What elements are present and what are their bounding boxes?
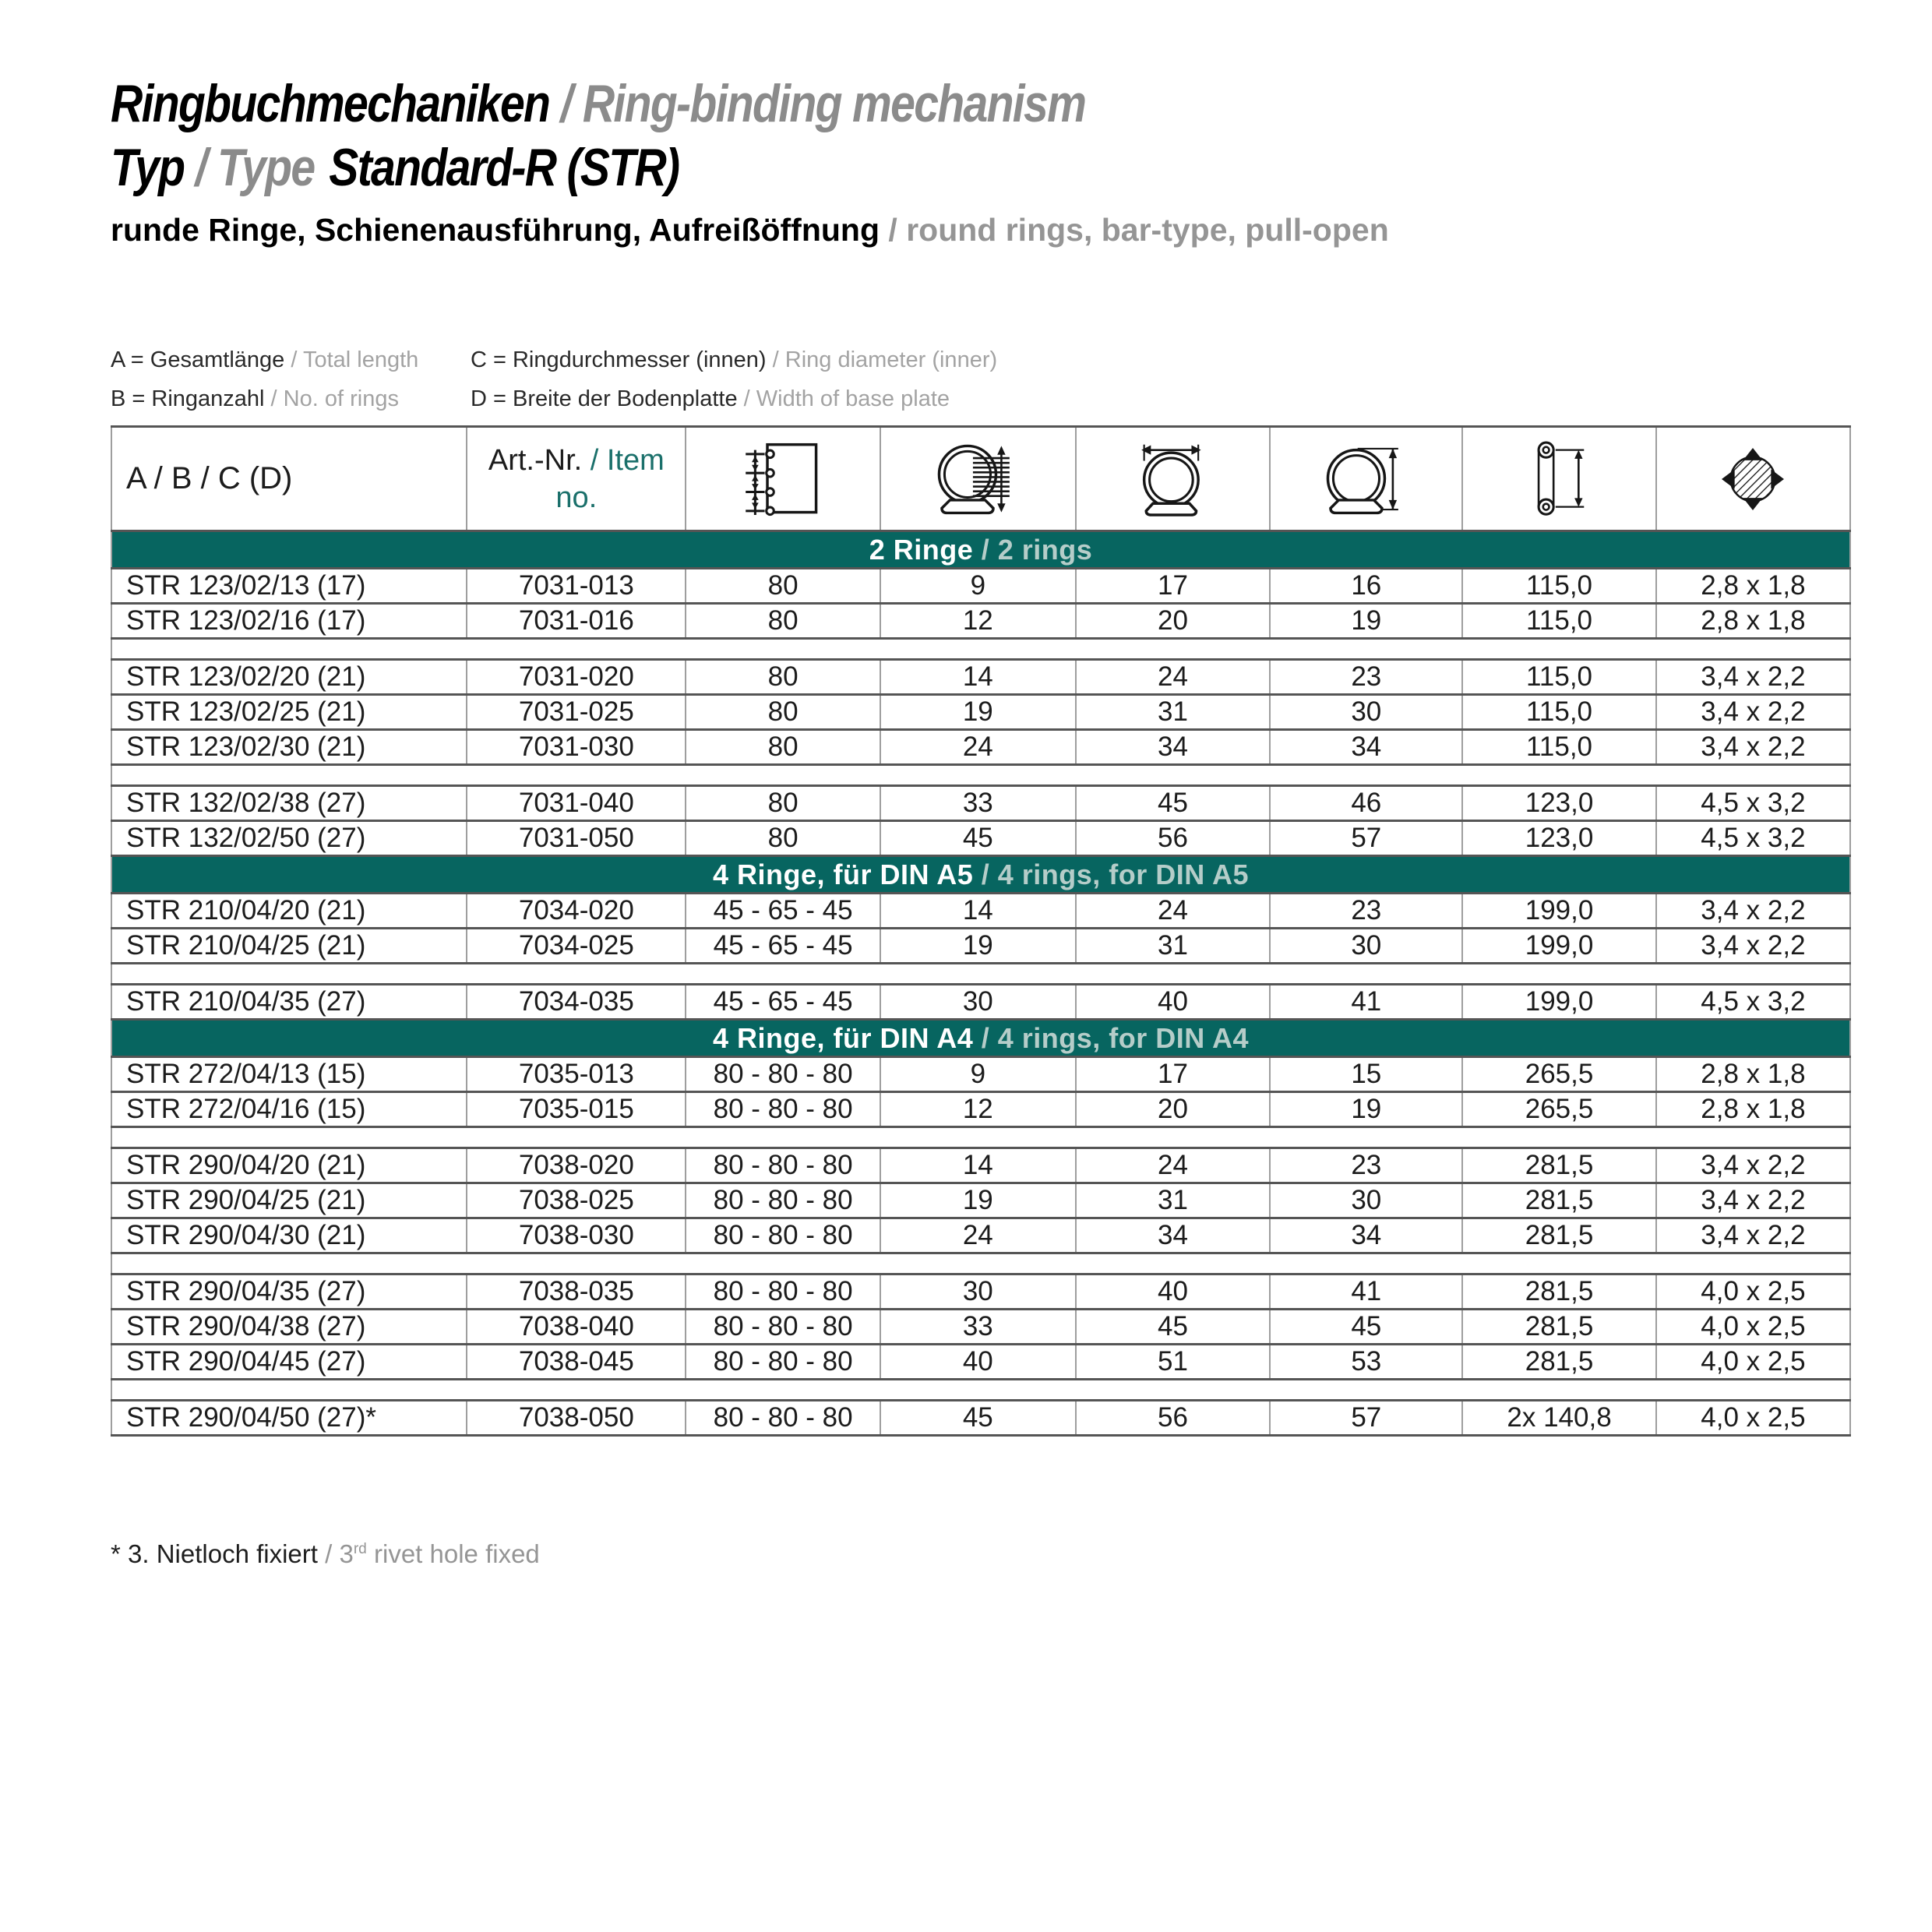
model-cell: STR 290/04/45 (27) (111, 1345, 467, 1380)
value-cell: 33 (880, 786, 1076, 821)
spec-row (111, 1274, 1850, 1310)
value-cell: 34 (1270, 730, 1462, 765)
item-no-cell: 7038-045 (467, 1345, 686, 1380)
value-cell: 123,0 (1462, 821, 1656, 856)
model-cell: STR 123/02/20 (21) (111, 660, 467, 695)
value-cell: 4,0 x 2,5 (1656, 1274, 1850, 1310)
subtitle (111, 212, 1389, 249)
value-cell: 80 - 80 - 80 (686, 1274, 880, 1310)
value-cell: 56 (1076, 1401, 1271, 1436)
value-cell: 281,5 (1462, 1345, 1656, 1380)
section-band-cell (111, 856, 1850, 894)
value-cell: 34 (1076, 1218, 1271, 1253)
item-no-cell: 7038-020 (467, 1148, 686, 1183)
value-cell: 281,5 (1462, 1148, 1656, 1183)
value-cell: 2,8 x 1,8 (1656, 604, 1850, 639)
section-title-de: 2 Ringe (869, 533, 974, 566)
value-cell: 265,5 (1462, 1057, 1656, 1092)
section-title-en: 4 rings, for DIN A5 (997, 858, 1249, 890)
value-cell: 80 - 80 - 80 (686, 1401, 880, 1436)
value-cell: 20 (1076, 1092, 1271, 1127)
value-cell: 115,0 (1462, 604, 1656, 639)
spec-row (111, 786, 1850, 821)
page-title-line1 (111, 72, 1085, 136)
separator: / (264, 386, 284, 411)
spec-row (111, 660, 1850, 695)
col-header-rivet-spacing (1462, 427, 1656, 531)
separator: / (317, 1539, 340, 1568)
value-cell: 80 - 80 - 80 (686, 1345, 880, 1380)
spec-table-wrap (111, 425, 1851, 1437)
separator: / (973, 533, 998, 566)
value-cell: 80 (686, 695, 880, 730)
footnote-en-sup: rd (353, 1541, 367, 1557)
item-no-cell: 7035-015 (467, 1092, 686, 1127)
value-cell: 2x 140,8 (1462, 1401, 1656, 1436)
separator: / (284, 347, 303, 372)
value-cell: 30 (1270, 695, 1462, 730)
section-band-row (111, 531, 1850, 569)
value-cell: 281,5 (1462, 1310, 1656, 1345)
value-cell: 4,0 x 2,5 (1656, 1310, 1850, 1345)
item-no-cell: 7038-035 (467, 1274, 686, 1310)
model-cell: STR 290/04/50 (27)* (111, 1401, 467, 1436)
item-no-cell: 7031-020 (467, 660, 686, 695)
footnote-de: * 3. Nietloch fixiert (111, 1539, 318, 1568)
value-cell: 3,4 x 2,2 (1656, 695, 1850, 730)
legend-term: C = Ringdurchmesser (innen) (471, 347, 767, 372)
legend-item-d (471, 386, 997, 412)
section-band-row (111, 856, 1850, 894)
type-value: Standard-R (STR) (329, 138, 679, 197)
value-cell: 12 (880, 1092, 1076, 1127)
value-cell: 3,4 x 2,2 (1656, 730, 1850, 765)
model-cell: STR 290/04/35 (27) (111, 1274, 467, 1310)
spec-table-body (111, 531, 1850, 1436)
col-header-model (111, 427, 467, 531)
model-cell: STR 210/04/20 (21) (111, 894, 467, 929)
value-cell: 45 (880, 1401, 1076, 1436)
item-no-cell: 7031-016 (467, 604, 686, 639)
value-cell: 46 (1270, 786, 1462, 821)
value-cell: 19 (880, 695, 1076, 730)
item-no-cell: 7038-040 (467, 1310, 686, 1345)
value-cell: 199,0 (1462, 894, 1656, 929)
model-cell: STR 210/04/35 (27) (111, 985, 467, 1020)
value-cell: 24 (880, 1218, 1076, 1253)
footnote-en (339, 1539, 539, 1568)
value-cell: 115,0 (1462, 695, 1656, 730)
section-title-de: 4 Ringe, für DIN A5 (713, 858, 974, 890)
wire-cross-section-icon (1709, 440, 1796, 518)
value-cell: 2,8 x 1,8 (1656, 1092, 1850, 1127)
spec-row (111, 1401, 1850, 1436)
value-cell: 3,4 x 2,2 (1656, 929, 1850, 964)
rivet-spacing-icon (1517, 438, 1602, 520)
value-cell: 30 (1270, 1183, 1462, 1218)
value-cell: 34 (1270, 1218, 1462, 1253)
column-header-row (111, 427, 1850, 531)
group-spacer-row (111, 964, 1850, 985)
item-no-cell: 7038-030 (467, 1218, 686, 1253)
spec-row (111, 894, 1850, 929)
value-cell: 2,8 x 1,8 (1656, 569, 1850, 604)
spec-row (111, 1345, 1850, 1380)
value-cell: 80 (686, 730, 880, 765)
ring-inner-width-icon (1127, 438, 1219, 520)
value-cell: 80 (686, 660, 880, 695)
value-cell: 80 (686, 821, 880, 856)
item-no-cell: 7031-050 (467, 821, 686, 856)
value-cell: 80 (686, 569, 880, 604)
value-cell: 80 - 80 - 80 (686, 1183, 880, 1218)
value-cell: 3,4 x 2,2 (1656, 1183, 1850, 1218)
spec-row (111, 821, 1850, 856)
ring-inner-height-icon (1317, 438, 1416, 520)
value-cell: 20 (1076, 604, 1271, 639)
value-cell: 17 (1076, 569, 1271, 604)
col-header-item-no (467, 427, 686, 531)
value-cell: 41 (1270, 985, 1462, 1020)
item-no-cell: 7034-020 (467, 894, 686, 929)
spec-row (111, 929, 1850, 964)
model-cell: STR 123/02/16 (17) (111, 604, 467, 639)
group-spacer-row (111, 1380, 1850, 1401)
section-title-de: 4 Ringe, für DIN A4 (713, 1021, 974, 1054)
section-band-row (111, 1020, 1850, 1057)
separator: / (973, 858, 998, 890)
value-cell: 17 (1076, 1057, 1271, 1092)
spec-row (111, 1148, 1850, 1183)
value-cell: 281,5 (1462, 1218, 1656, 1253)
section-title-en: 4 rings, for DIN A4 (997, 1021, 1249, 1054)
value-cell: 199,0 (1462, 985, 1656, 1020)
legend-term-en: Total length (302, 347, 419, 372)
value-cell: 19 (1270, 1092, 1462, 1127)
value-cell: 30 (1270, 929, 1462, 964)
value-cell: 3,4 x 2,2 (1656, 1218, 1850, 1253)
group-spacer-row (111, 1253, 1850, 1274)
spec-row (111, 1057, 1850, 1092)
value-cell: 3,4 x 2,2 (1656, 894, 1850, 929)
page-title-line2 (111, 136, 1085, 199)
section-title-en: 2 rings (997, 533, 1093, 566)
value-cell: 19 (1270, 604, 1462, 639)
legend-term: A = Gesamtlänge (111, 347, 285, 372)
subtitle-de: runde Ringe, Schienenausführung, Aufreißöffnung (111, 212, 880, 248)
spacer-cell (111, 964, 1850, 985)
item-no-cell: 7031-025 (467, 695, 686, 730)
value-cell: 80 - 80 - 80 (686, 1218, 880, 1253)
value-cell: 115,0 (1462, 660, 1656, 695)
legend-term: D = Breite der Bodenplatte (471, 386, 738, 411)
value-cell: 40 (880, 1345, 1076, 1380)
item-no-cell: 7034-025 (467, 929, 686, 964)
value-cell: 51 (1076, 1345, 1271, 1380)
spec-row (111, 1092, 1850, 1127)
value-cell: 9 (880, 569, 1076, 604)
col-header-inner-width (1076, 427, 1271, 531)
value-cell: 4,5 x 3,2 (1656, 985, 1850, 1020)
value-cell: 16 (1270, 569, 1462, 604)
value-cell: 30 (880, 985, 1076, 1020)
value-cell: 53 (1270, 1345, 1462, 1380)
type-label-de: Typ (111, 138, 185, 197)
value-cell: 45 (1270, 1310, 1462, 1345)
value-cell: 45 (1076, 1310, 1271, 1345)
group-spacer-row (111, 765, 1850, 786)
item-no-cell: 7035-013 (467, 1057, 686, 1092)
section-band-cell (111, 1020, 1850, 1057)
value-cell: 80 - 80 - 80 (686, 1057, 880, 1092)
item-no-cell: 7031-040 (467, 786, 686, 821)
col-header-hole-spacing (686, 427, 880, 531)
model-cell: STR 272/04/13 (15) (111, 1057, 467, 1092)
item-no-cell: 7034-035 (467, 985, 686, 1020)
legend-item-b (111, 386, 471, 412)
ring-capacity-icon (928, 438, 1028, 520)
value-cell: 24 (1076, 894, 1271, 929)
type-separator: / (184, 138, 217, 197)
value-cell: 19 (880, 1183, 1076, 1218)
subtitle-en: round rings, bar-type, pull-open (906, 212, 1389, 248)
value-cell: 23 (1270, 660, 1462, 695)
value-cell: 19 (880, 929, 1076, 964)
item-no-cell: 7031-013 (467, 569, 686, 604)
value-cell: 45 - 65 - 45 (686, 894, 880, 929)
value-cell: 12 (880, 604, 1076, 639)
footnote-en-rest: rivet hole fixed (366, 1539, 540, 1568)
col-header-capacity (880, 427, 1076, 531)
separator: / (766, 347, 785, 372)
spec-row (111, 695, 1850, 730)
value-cell: 115,0 (1462, 730, 1656, 765)
spacer-cell (111, 1127, 1850, 1148)
value-cell: 24 (880, 730, 1076, 765)
value-cell: 4,5 x 3,2 (1656, 821, 1850, 856)
spacer-cell (111, 1253, 1850, 1274)
spec-row (111, 985, 1850, 1020)
value-cell: 14 (880, 1148, 1076, 1183)
legend-term-en: Width of base plate (756, 386, 950, 411)
value-cell: 57 (1270, 1401, 1462, 1436)
value-cell: 265,5 (1462, 1092, 1656, 1127)
value-cell: 123,0 (1462, 786, 1656, 821)
value-cell: 30 (880, 1274, 1076, 1310)
value-cell: 199,0 (1462, 929, 1656, 964)
section-band-cell (111, 531, 1850, 569)
legend-term-en: No. of rings (283, 386, 399, 411)
title-separator: / (549, 74, 583, 133)
value-cell: 45 (880, 821, 1076, 856)
spacer-cell (111, 639, 1850, 660)
value-cell: 56 (1076, 821, 1271, 856)
col-header-wire-section (1656, 427, 1850, 531)
model-cell: STR 123/02/25 (21) (111, 695, 467, 730)
spacer-cell (111, 1380, 1850, 1401)
value-cell: 45 (1076, 786, 1271, 821)
value-cell: 80 - 80 - 80 (686, 1092, 880, 1127)
legend-term: B = Ringanzahl (111, 386, 265, 411)
model-cell: STR 272/04/16 (15) (111, 1092, 467, 1127)
model-cell: STR 290/04/20 (21) (111, 1148, 467, 1183)
value-cell: 24 (1076, 1148, 1271, 1183)
subtitle-separator: / (880, 212, 907, 248)
separator: / (737, 386, 756, 411)
item-no-cell: 7038-025 (467, 1183, 686, 1218)
value-cell: 2,8 x 1,8 (1656, 1057, 1850, 1092)
separator: / (582, 443, 607, 477)
value-cell: 40 (1076, 1274, 1271, 1310)
value-cell: 80 (686, 604, 880, 639)
model-cell: STR 210/04/25 (21) (111, 929, 467, 964)
item-col-label-de: Art.-Nr. (488, 443, 583, 477)
value-cell: 45 - 65 - 45 (686, 929, 880, 964)
footnote (111, 1539, 540, 1569)
spec-row (111, 604, 1850, 639)
spec-table (111, 425, 1851, 1437)
model-cell: STR 290/04/25 (21) (111, 1183, 467, 1218)
model-cell: STR 290/04/38 (27) (111, 1310, 467, 1345)
spec-row (111, 1218, 1850, 1253)
value-cell: 4,0 x 2,5 (1656, 1401, 1850, 1436)
value-cell: 31 (1076, 695, 1271, 730)
value-cell: 23 (1270, 1148, 1462, 1183)
col-header-inner-height (1270, 427, 1462, 531)
title-en: Ring-binding mechanism (582, 74, 1086, 133)
value-cell: 31 (1076, 929, 1271, 964)
spec-row (111, 1310, 1850, 1345)
value-cell: 33 (880, 1310, 1076, 1345)
value-cell: 45 - 65 - 45 (686, 985, 880, 1020)
value-cell: 281,5 (1462, 1183, 1656, 1218)
legend-term-en: Ring diameter (inner) (784, 347, 998, 372)
model-cell: STR 132/02/50 (27) (111, 821, 467, 856)
value-cell: 281,5 (1462, 1274, 1656, 1310)
footnote-en-base: 3 (339, 1539, 354, 1568)
value-cell: 23 (1270, 894, 1462, 929)
value-cell: 80 (686, 786, 880, 821)
value-cell: 14 (880, 660, 1076, 695)
item-no-cell: 7038-050 (467, 1401, 686, 1436)
spec-row (111, 1183, 1850, 1218)
model-cell: STR 132/02/38 (27) (111, 786, 467, 821)
value-cell: 40 (1076, 985, 1271, 1020)
value-cell: 80 - 80 - 80 (686, 1148, 880, 1183)
model-cell: STR 123/02/13 (17) (111, 569, 467, 604)
legend-item-c (471, 347, 997, 373)
item-no-cell: 7031-030 (467, 730, 686, 765)
spec-row (111, 730, 1850, 765)
value-cell: 3,4 x 2,2 (1656, 1148, 1850, 1183)
value-cell: 57 (1270, 821, 1462, 856)
hole-spacing-icon (733, 438, 833, 520)
group-spacer-row (111, 1127, 1850, 1148)
model-cell: STR 290/04/30 (21) (111, 1218, 467, 1253)
legend (111, 347, 997, 412)
value-cell: 3,4 x 2,2 (1656, 660, 1850, 695)
value-cell: 15 (1270, 1057, 1462, 1092)
separator: / (973, 1021, 998, 1054)
value-cell: 14 (880, 894, 1076, 929)
legend-item-a (111, 347, 471, 373)
value-cell: 31 (1076, 1183, 1271, 1218)
item-col-label-en: Item no. (555, 443, 665, 514)
masthead (111, 72, 1271, 199)
value-cell: 4,5 x 3,2 (1656, 786, 1850, 821)
spacer-cell (111, 765, 1850, 786)
value-cell: 24 (1076, 660, 1271, 695)
value-cell: 41 (1270, 1274, 1462, 1310)
value-cell: 115,0 (1462, 569, 1656, 604)
model-col-label: A / B / C (D) (126, 461, 293, 495)
model-cell: STR 123/02/30 (21) (111, 730, 467, 765)
value-cell: 4,0 x 2,5 (1656, 1345, 1850, 1380)
value-cell: 9 (880, 1057, 1076, 1092)
group-spacer-row (111, 639, 1850, 660)
value-cell: 34 (1076, 730, 1271, 765)
spec-row (111, 569, 1850, 604)
value-cell: 80 - 80 - 80 (686, 1310, 880, 1345)
title-de: Ringbuchmechaniken (111, 74, 550, 133)
type-label-en: Type (217, 138, 315, 197)
